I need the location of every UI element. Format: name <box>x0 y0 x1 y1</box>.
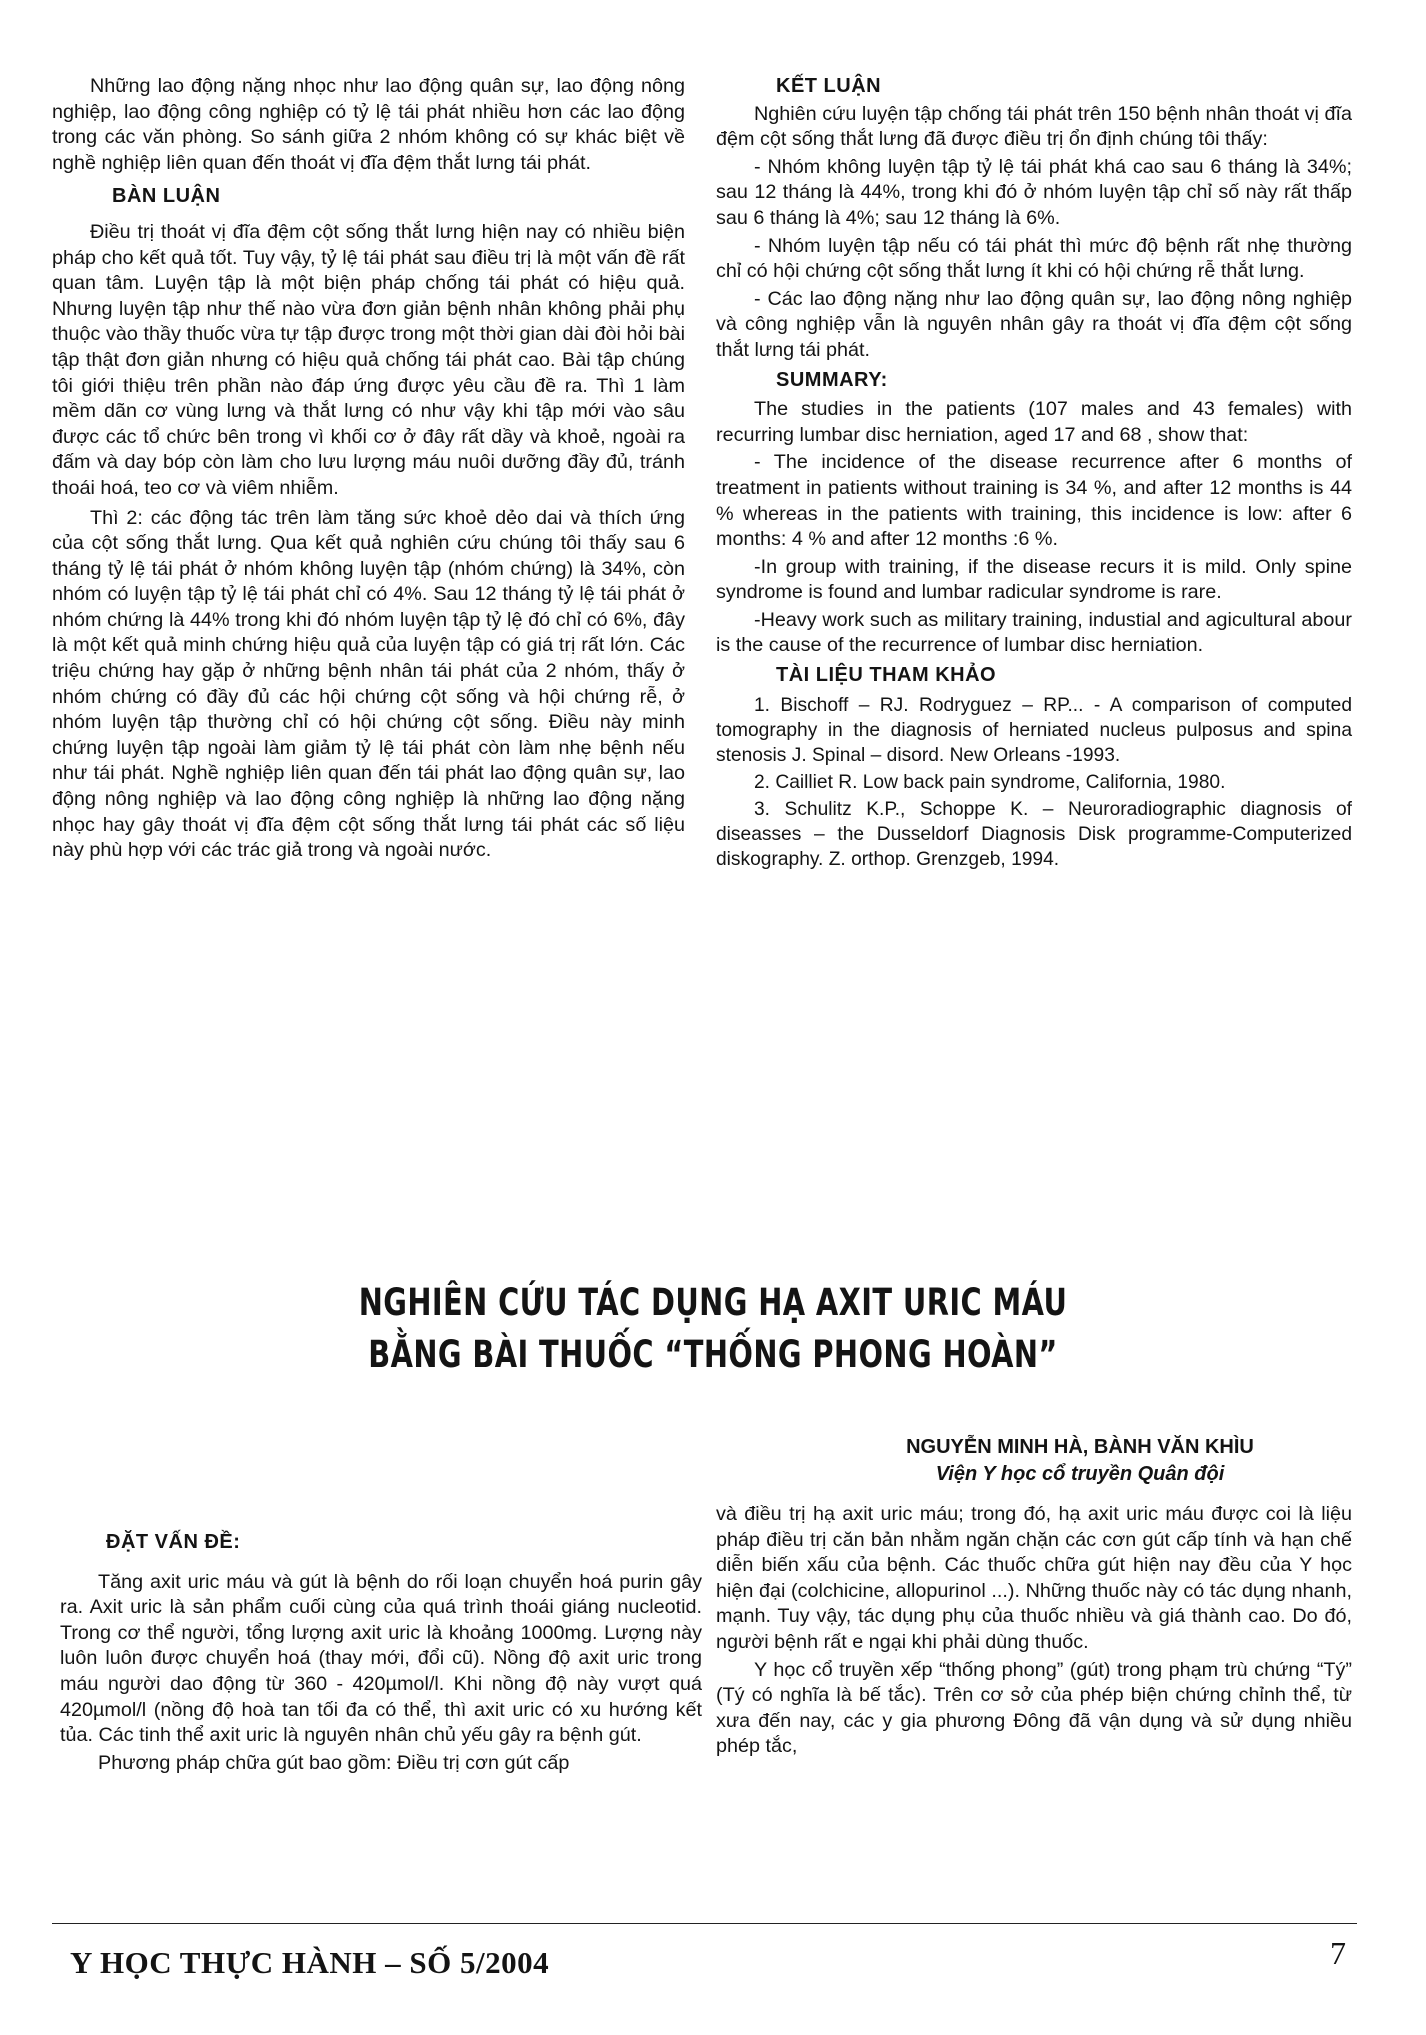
summary-heading: SUMMARY: <box>776 368 888 391</box>
conclusion-heading: KẾT LUẬN <box>776 75 882 97</box>
summary-paragraph-4: -Heavy work such as military training, industial and agicultural abour is the cause of the recurrence of lumbar disc herniation. <box>716 608 1352 657</box>
summary-block <box>716 397 1352 659</box>
problem-statement-heading: ĐẶT VẤN ĐỀ: <box>106 1531 241 1553</box>
conclusion-item-2: - Nhóm luyện tập nếu có tái phát thì mức độ bệnh rất nhẹ thường chỉ có hội chứng cột sống thắt lưng ít khi có hội chứng rễ thắt lưng. <box>716 234 1352 283</box>
conclusion-intro: Nghiên cứu luyện tập chống tái phát trên 150 bệnh nhân thoát vị đĩa đệm cột sống thắt lưng đã được điều trị ổn định chúng tôi thấy: <box>716 102 1352 151</box>
discussion-paragraph-1: Điều trị thoát vị đĩa đệm cột sống thắt lưng hiện nay có nhiều biện pháp cho kết quả tốt. Tuy vậy, tỷ lệ tái phát sau điều trị là một vấn đề rất quan tâm. Luyện tập là một biện pháp chống tái phát có hiệu quả. Nhưng luyện tập như thế nào vừa đơn giản bệnh nhân không phải phụ thuộc vào thầy thuốc vừa tự tập được trong một thời gian dài đòi hỏi bài tập thật đơn giản nhưng có hiệu quả chống tái phát cao. Bài tập chúng tôi giới thiệu trên phần nào đáp ứng được yêu cầu đề ra. Thì 1 làm mềm dãn cơ vùng lưng và thắt lưng có như vậy khi tập mới vào sâu được các tổ chức bên trong vì khối cơ ở đây rất dầy và khoẻ, ngoài ra đấm và day bóp còn làm cho lưu lượng máu nuôi dưỡng đầy đủ, tránh thoái hoá, teo cơ và viêm nhiễm. <box>52 220 685 499</box>
article-title-line-2: BẰNG BÀI THUỐC “THỐNG PHONG HOÀN” <box>368 1333 1058 1376</box>
bottom-left-paragraph-2: Phương pháp chữa gút bao gồm: Điều trị cơn gút cấp <box>98 1751 570 1774</box>
footer-divider <box>52 1923 1357 1924</box>
conclusion-item-1: - Nhóm không luyện tập tỷ lệ tái phát khá cao sau 6 tháng là 34%; sau 12 tháng là 44%, trong khi đó ở nhóm luyện tập chỉ số này rất thấp sau 6 tháng là 4%; sau 12 tháng là 6%. <box>716 155 1352 229</box>
references-list <box>716 693 1352 872</box>
intro-paragraph: Những lao động nặng nhọc như lao động quân sự, lao động nông nghiệp, lao động công nghiệp có tỷ lệ tái phát nhiều hơn các lao động trong các văn phòng. So sánh giữa 2 nhóm không có sự khác biệt về nghề nghiệp liên quan đến thoát vị đĩa đệm thắt lưng tái phát. <box>52 75 685 174</box>
bottom-right-paragraph-1: và điều trị hạ axit uric máu; trong đó, hạ axit uric máu được coi là liệu pháp điều trị căn bản nhằm ngăn chặn các cơn gút cấp tính và hạn chế diễn biến xấu của bệnh. Các thuốc chữa gút hiện nay đều của Y học hiện đại (colchicine, allopurinol ...). Những thuốc này có tác dụng nhanh, mạnh. Tuy vậy, tác dụng phụ của thuốc nhiều và giá thành cao. Do đó, người bệnh rất e ngại khi phải dùng thuốc. <box>716 1503 1352 1653</box>
summary-paragraph-3: -In group with training, if the disease recurs it is mild. Only spine syndrome is found and lumbar radicular syndrome is rare. <box>716 555 1352 604</box>
reference-2: 2. Cailliet R. Low back pain syndrome, California, 1980. <box>754 771 1226 793</box>
top-right-column <box>716 74 1352 874</box>
footer-journal-name: Y HỌC THỰC HÀNH – SỐ 5/2004 <box>70 1945 550 1980</box>
bottom-right-column <box>716 1502 1352 1760</box>
bottom-right-paragraph-2: Y học cổ truyền xếp “thống phong” (gút) trong phạm trù chứng “Tý” (Tý có nghĩa là bế tắc). Trên cơ sở của phép biện chứng chỉnh thể, từ xưa đến nay, các y gia phương Đông đã vận dụng và sử dụng nhiều phép tắc, <box>716 1658 1352 1758</box>
article-title-line-1: NGHIÊN CỨU TÁC DỤNG HẠ AXIT URIC MÁU <box>358 1281 1068 1324</box>
bottom-left-column <box>60 1530 702 1776</box>
author-affiliation: Viện Y học cổ truyền Quân đội <box>935 1463 1225 1485</box>
reference-1: 1. Bischoff – RJ. Rodryguez – RP... - A comparison of computed tomography in the diagnosis of herniated nucleus pulposus and spina stenosis J. Spinal – disord. New Orleans -1993. <box>716 694 1352 766</box>
author-block <box>820 1434 1340 1488</box>
top-left-column <box>52 74 685 864</box>
discussion-heading: BÀN LUẬN <box>112 185 221 208</box>
author-names: NGUYỄN MINH HÀ, BÀNH VĂN KHÌU <box>906 1436 1254 1458</box>
article-title <box>157 1277 1269 1381</box>
references-heading: TÀI LIỆU THAM KHẢO <box>776 664 997 687</box>
discussion-paragraph-2: Thì 2: các động tác trên làm tăng sức khoẻ dẻo dai và thích ứng của cột sống thắt lưng. Qua kết quả nghiên cứu chúng tôi thấy sau 6 tháng tỷ lệ tái phát ở nhóm không luyện tập (nhóm chứng) là 34%, còn nhóm có luyện tập tỷ lệ tái phát chỉ có 4%. Sau 12 tháng tỷ lệ tái phát ở nhóm chứng là 44% trong khi đó nhóm luyện tập tỷ lệ đó chỉ có 6%, đây là một kết quả minh chứng hiệu quả của luyện tập có giá trị rất lớn. Các triệu chứng hay gặp ở những bệnh nhân tái phát của 2 nhóm, thấy ở nhóm chứng có đầy đủ các hội chứng cột sống và hội chứng rễ, ở nhóm luyện tập thường chỉ có hội chứng cột sống. Điều này minh chứng luyện tập ngoài làm giảm tỷ lệ tái phát còn làm nhẹ bệnh nếu như tái phát. Nghề nghiệp liên quan đến tái phát lao động quân sự, lao động nông nghiệp và lao động công nghiệp là những lao động nặng nhọc hay gây thoát vị đĩa đệm cột sống thắt lưng tái phát các số liệu này phù hợp với các trác giả trong và ngoài nước. <box>52 506 685 862</box>
bottom-left-paragraph-1: Tăng axit uric máu và gút là bệnh do rối loạn chuyển hoá purin gây ra. Axit uric là sản phẩm cuối cùng của quá trình thoái giáng nucleotid. Trong cơ thể người, tổng lượng axit uric là khoảng 1000mg. Lượng này luôn luôn được chuyển hoá (thay mới, đổi cũ). Nồng độ axit uric trong máu người dao động từ 360 - 420µmol/l. Khi nồng độ này vượt quá 420µmol/l (nồng độ hoà tan tối đa có thể, thì axit uric có xu hướng kết tủa. Các tinh thể axit uric là nguyên nhân chủ yếu gây ra bệnh gút. <box>60 1570 702 1747</box>
summary-paragraph-2: - The incidence of the disease recurrence after 6 months of treatment in patients without training is 34 %, and after 12 months is 44 % whereas in the patients with training, this incidence is low: after 6 months: 4 % and after 12 months :6 %. <box>716 451 1352 551</box>
summary-paragraph-1: The studies in the patients (107 males and 43 females) with recurring lumbar disc herniation, aged 17 and 68 , show that: <box>716 398 1352 446</box>
conclusion-item-3: - Các lao động nặng như lao động quân sự, lao động nông nghiệp và công nghiệp vẫn là nguyên nhân gây ra thoát vị đĩa đệm cột sống thắt lưng tái phát. <box>716 287 1352 361</box>
reference-3: 3. Schulitz K.P., Schoppe K. – Neuroradiographic diagnosis of diseasses – the Dusseldorf Diagnosis Disk programme-Computerized diskography. Z. orthop. Grenzgeb, 1994. <box>716 798 1352 870</box>
page-number: 7 <box>1330 1935 1346 1971</box>
